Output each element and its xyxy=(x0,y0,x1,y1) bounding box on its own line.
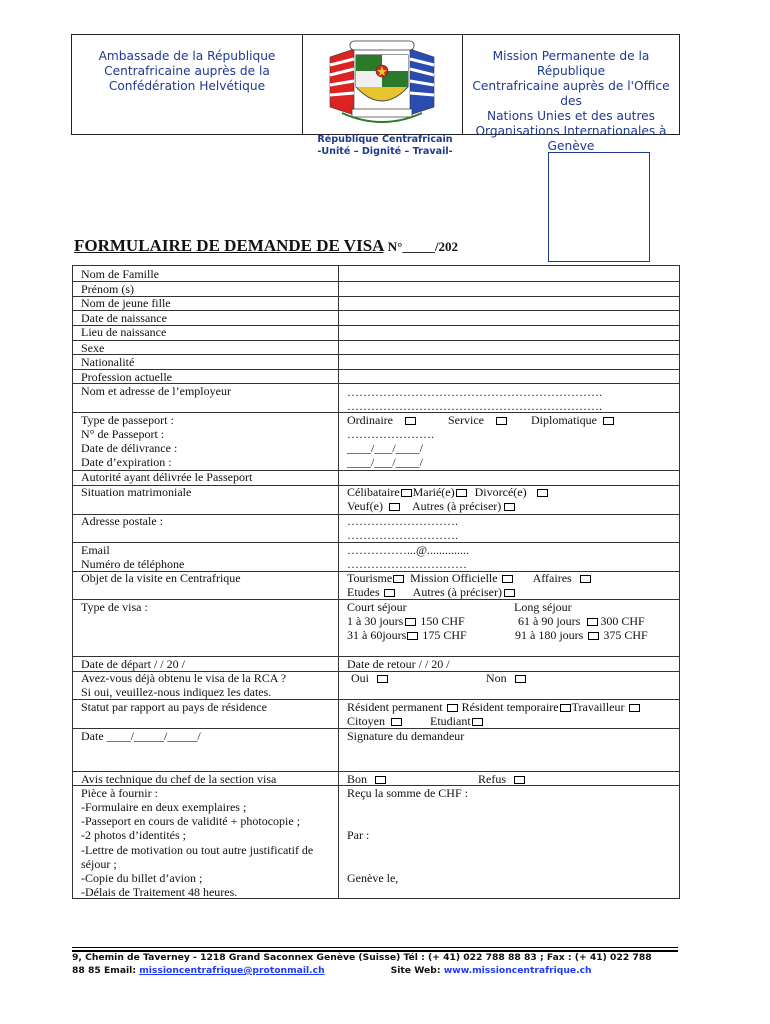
option-citoyen: Citoyen xyxy=(347,714,385,728)
option-tourisme: Tourisme xyxy=(347,571,393,585)
checkbox-resident-temp[interactable] xyxy=(560,704,571,712)
passport-number-dots[interactable]: …………………. xyxy=(347,427,434,441)
passport-type-options xyxy=(347,413,419,428)
court-option-1 xyxy=(347,614,465,629)
option-refus: Refus xyxy=(478,772,506,786)
checkbox-autres-marital[interactable] xyxy=(504,503,515,511)
label-employeur: Nom et adresse de l’employeur xyxy=(81,384,231,398)
option-celibataire: Célibataire xyxy=(347,485,400,499)
option-travailleur: Travailleur xyxy=(571,700,625,714)
checkbox-celibataire[interactable] xyxy=(401,489,412,497)
checkbox-affaires[interactable] xyxy=(580,575,591,583)
label-date-delivrance: Date de délivrance : xyxy=(81,441,178,455)
mission-cell xyxy=(462,35,679,153)
checkbox-refus[interactable] xyxy=(514,776,525,784)
option-etudiant: Etudiant xyxy=(430,714,471,728)
label-adresse: Adresse postale : xyxy=(81,514,163,528)
option-divorce: Divorcé(e) xyxy=(474,485,527,499)
long-option-2 xyxy=(515,628,648,643)
label-date-depart: Date de départ / / 20 / xyxy=(81,657,185,671)
label-lieu-naissance: Lieu de naissance xyxy=(81,325,167,339)
option-l2: 91 à 180 jours xyxy=(515,628,584,642)
label-sexe: Sexe xyxy=(81,341,105,355)
label-nom: Nom de Famille xyxy=(81,267,159,281)
checkbox-oui[interactable] xyxy=(377,675,388,683)
embassy-cell xyxy=(72,35,303,134)
title-text: FORMULAIRE DE DEMANDE DE VISA xyxy=(74,236,384,255)
label-objet: Objet de la visite en Centrafrique xyxy=(81,571,241,585)
option-diplomatique: Diplomatique xyxy=(531,413,597,427)
label-situation: Situation matrimoniale xyxy=(81,485,192,499)
label-date-naissance: Date de naissance xyxy=(81,311,167,325)
option-resident-temp: Résident temporaire xyxy=(461,700,559,714)
page-title xyxy=(74,236,458,256)
emblem-cell xyxy=(302,35,462,134)
label-statut: Statut par rapport au pays de résidence xyxy=(81,700,267,714)
date-delivrance-blank[interactable]: ____/___/____/ xyxy=(347,441,424,455)
label-telephone: Numéro de téléphone xyxy=(81,557,185,571)
label-prenom: Prénom (s) xyxy=(81,282,134,296)
refus-wrap xyxy=(478,772,528,787)
option-veuf: Veuf(e) xyxy=(347,499,383,513)
email-dots[interactable]: ……………...@.............. xyxy=(347,543,470,557)
checkbox-divorce[interactable] xyxy=(537,489,548,497)
price-c1: 150 CHF xyxy=(420,614,465,628)
checkbox-l2[interactable] xyxy=(588,632,599,640)
court-option-2 xyxy=(347,628,467,643)
price-l1: 300 CHF xyxy=(600,614,645,628)
email-link[interactable]: missioncentrafrique@protonmail.ch xyxy=(139,965,325,976)
oui-wrap xyxy=(351,671,391,686)
option-non: Non xyxy=(486,671,507,685)
non-wrap xyxy=(486,671,529,686)
status-row-2 xyxy=(347,714,486,729)
mission-name: Mission Permanente de la République Centrafricaine auprès de l'Office des Nations Unies et des autres Organisations Internationales à Genève xyxy=(472,49,670,153)
piece-item: -Formulaire en deux exemplaires ; xyxy=(81,800,247,814)
checkbox-tourisme[interactable] xyxy=(393,575,404,583)
option-autres-visit: Autres (à préciser) xyxy=(412,585,502,599)
checkbox-citoyen[interactable] xyxy=(391,718,402,726)
long-option-1 xyxy=(518,614,645,629)
option-etudes: Etudes xyxy=(347,585,380,599)
piece-item: séjour ; xyxy=(81,857,117,871)
checkbox-ordinaire[interactable] xyxy=(405,417,416,425)
employer-dots-2[interactable]: ………………………………………………………. xyxy=(347,399,602,413)
footer-address: 9, Chemin de Taverney - 1218 Grand Saconnex Genève (Suisse) Tél : (+ 41) 022 788 88 83 ; Fax : (+ 41) 022 788 xyxy=(72,952,652,963)
status-row-1 xyxy=(347,700,643,715)
checkbox-autres-visit[interactable] xyxy=(504,589,515,597)
address-dots-2[interactable]: ………………………. xyxy=(347,528,458,542)
checkbox-travailleur[interactable] xyxy=(629,704,640,712)
option-service: Service xyxy=(448,413,484,427)
checkbox-marie[interactable] xyxy=(456,489,467,497)
checkbox-resident[interactable] xyxy=(447,704,458,712)
label-profession: Profession actuelle xyxy=(81,370,172,384)
price-l2: 375 CHF xyxy=(603,628,648,642)
employer-dots-1[interactable]: ………………………………………………………. xyxy=(347,385,602,399)
option-bon: Bon xyxy=(347,772,368,786)
date-retour[interactable]: Date de retour / / 20 / xyxy=(347,657,450,671)
checkbox-etudiant[interactable] xyxy=(472,718,483,726)
checkbox-diplomatique[interactable] xyxy=(603,417,614,425)
footer-divider xyxy=(72,947,678,948)
option-service-wrap xyxy=(448,413,510,428)
checkbox-bon[interactable] xyxy=(375,776,386,784)
checkbox-c1[interactable] xyxy=(405,618,416,626)
label-si-oui: Si oui, veuillez-nous indiquez les dates. xyxy=(81,685,272,699)
footer-contact xyxy=(72,964,682,977)
marital-row-1 xyxy=(347,485,551,500)
site-label: Site Web: xyxy=(390,965,444,976)
piece-item: -2 photos d’identités ; xyxy=(81,828,186,842)
marital-row-2 xyxy=(347,499,518,514)
checkbox-service[interactable] xyxy=(496,417,507,425)
form-number: N°_____/202 xyxy=(387,239,458,254)
label-email: Email xyxy=(81,543,110,557)
checkbox-non[interactable] xyxy=(515,675,526,683)
option-autres-marital: Autres (à préciser) xyxy=(411,499,502,513)
checkbox-c2[interactable] xyxy=(407,632,418,640)
label-no-passeport: N° de Passeport : xyxy=(81,427,165,441)
label-date-signature: Date ____/_____/_____/ xyxy=(81,729,201,743)
visa-form-table xyxy=(72,265,680,899)
label-date-expiration: Date d’expiration : xyxy=(81,455,172,469)
piece-item: -Copie du billet d’avion ; xyxy=(81,871,203,885)
label-nationalite: Nationalité xyxy=(81,355,135,369)
checkbox-veuf[interactable] xyxy=(389,503,400,511)
checkbox-mission[interactable] xyxy=(502,575,513,583)
option-c1: 1 à 30 jours xyxy=(347,614,404,628)
label-type-visa: Type de visa : xyxy=(81,600,148,614)
checkbox-etudes[interactable] xyxy=(384,589,395,597)
signature-label[interactable]: Signature du demandeur xyxy=(347,729,465,743)
date-expiration-blank[interactable]: ____/___/____/ xyxy=(347,455,424,469)
recu-somme: Reçu la somme de CHF : xyxy=(347,786,468,800)
option-marie: Marié(e) xyxy=(412,485,455,499)
address-dots-1[interactable]: ………………………. xyxy=(347,514,458,528)
label-deja-obtenu: Avez-vous déjà obtenu le visa de la RCA ? xyxy=(81,671,287,685)
coat-of-arms-icon xyxy=(302,35,462,134)
label-autorite: Autorité ayant délivrée le Passeport xyxy=(81,470,253,484)
phone-dots[interactable]: ………………………… xyxy=(347,557,467,571)
piece-item: -Délais de Traitement 48 heures. xyxy=(81,885,238,899)
photo-box xyxy=(548,152,650,262)
pieces-title: Pièce à fournir : xyxy=(81,786,158,800)
footer-prefix: 88 85 Email: xyxy=(72,965,140,976)
visit-row-1 xyxy=(347,571,594,586)
option-ordinaire: Ordinaire xyxy=(347,413,393,427)
national-motto: -Unité – Dignité – Travail- xyxy=(317,146,453,157)
option-c2: 31 à 60jours xyxy=(347,628,407,642)
label-avis: Avis technique du chef de la section visa xyxy=(81,772,277,786)
bon-wrap xyxy=(347,772,389,787)
geneve-label: Genève le, xyxy=(347,871,399,885)
checkbox-l1[interactable] xyxy=(587,618,598,626)
long-sejour-label: Long séjour xyxy=(514,600,572,614)
label-type-passeport: Type de passeport : xyxy=(81,413,174,427)
par-label: Par : xyxy=(347,828,370,842)
option-resident: Résident permanent xyxy=(347,700,443,714)
country-name: République Centrafricain xyxy=(317,134,453,145)
court-sejour-label: Court séjour xyxy=(347,600,407,614)
piece-item: -Passeport en cours de validité + photocopie ; xyxy=(81,814,301,828)
embassy-name: Ambassade de la République Centrafricaine auprès de la Confédération Helvétique xyxy=(98,49,276,93)
option-diplomatique-wrap xyxy=(531,413,617,428)
option-l1: 61 à 90 jours xyxy=(518,614,581,628)
website-link[interactable]: www.missioncentrafrique.ch xyxy=(443,965,592,976)
price-c2: 175 CHF xyxy=(422,628,467,642)
option-oui: Oui xyxy=(351,671,369,685)
visit-row-2 xyxy=(347,585,518,600)
label-jeune-fille: Nom de jeune fille xyxy=(81,296,171,310)
piece-item: -Lettre de motivation ou tout autre justificatif de xyxy=(81,843,314,857)
option-mission: Mission Officielle xyxy=(410,571,498,585)
option-affaires: Affaires xyxy=(532,571,572,585)
